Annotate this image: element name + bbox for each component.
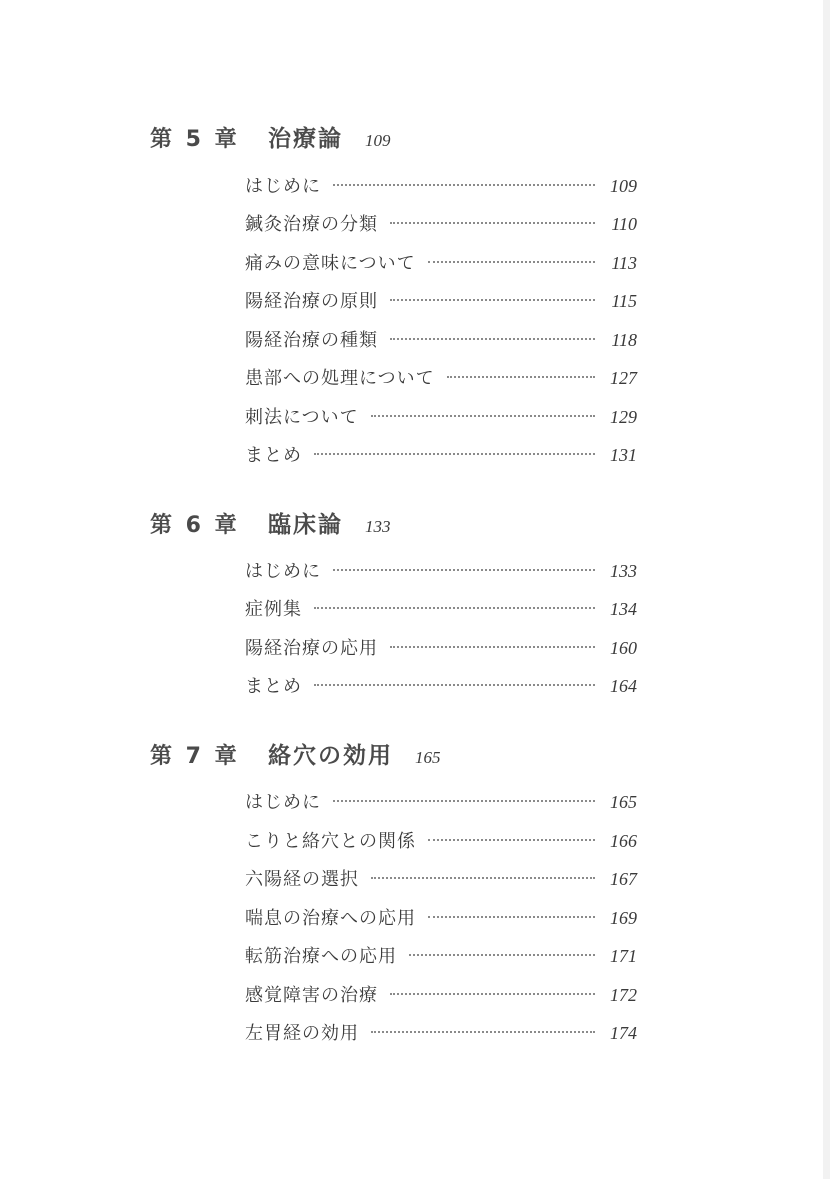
entry-label: 患部への処理について <box>245 368 435 389</box>
chapter-7-heading[interactable] <box>150 737 441 771</box>
entry-label: はじめに <box>245 561 321 582</box>
entry-label: まとめ <box>245 676 302 697</box>
page-edge-shadow <box>823 0 830 1179</box>
toc-entry[interactable] <box>245 672 637 698</box>
toc-entry[interactable] <box>245 1019 637 1045</box>
toc-entry[interactable] <box>245 942 637 968</box>
entry-label: 感覚障害の治療 <box>245 985 378 1006</box>
dot-leader <box>314 607 595 609</box>
entry-page: 131 <box>610 445 637 465</box>
entry-page: 167 <box>610 869 637 889</box>
chapter-title: 臨床論 <box>268 512 343 538</box>
dot-leader <box>428 839 595 841</box>
toc-entry[interactable] <box>245 364 637 390</box>
dot-leader <box>390 299 595 301</box>
toc-entry[interactable] <box>245 865 637 891</box>
entry-label: 鍼灸治療の分類 <box>245 214 378 235</box>
toc-entry[interactable] <box>245 904 637 930</box>
chapter-number: 第 6 章 <box>150 513 240 538</box>
dot-leader <box>390 222 595 224</box>
entry-page: 115 <box>611 291 637 311</box>
chapter-page: 109 <box>365 131 391 150</box>
entry-page: 134 <box>610 599 637 619</box>
entry-label: 左胃経の効用 <box>245 1023 359 1044</box>
dot-leader <box>371 877 595 879</box>
toc-entry[interactable] <box>245 634 637 660</box>
entry-label: 喘息の治療への応用 <box>245 908 416 929</box>
toc-entry[interactable] <box>245 249 637 275</box>
entry-page: 172 <box>610 985 637 1005</box>
entry-page: 110 <box>611 214 637 234</box>
entry-label: 六陽経の選択 <box>245 869 359 890</box>
chapter-page: 133 <box>365 517 391 536</box>
dot-leader <box>333 800 595 802</box>
entry-page: 133 <box>610 561 637 581</box>
entry-label: 刺法について <box>245 407 359 428</box>
entry-label: はじめに <box>245 792 321 813</box>
entry-label: 陽経治療の種類 <box>245 330 378 351</box>
toc-entry[interactable] <box>245 210 637 236</box>
entry-label: 症例集 <box>245 599 302 620</box>
toc-entry[interactable] <box>245 557 637 583</box>
toc-entry[interactable] <box>245 788 637 814</box>
toc-entry[interactable] <box>245 287 637 313</box>
entry-page: 118 <box>611 330 637 350</box>
toc-entry[interactable] <box>245 326 637 352</box>
entry-page: 169 <box>610 908 637 928</box>
entry-page: 171 <box>610 946 637 966</box>
toc-entry[interactable] <box>245 981 637 1007</box>
dot-leader <box>409 954 595 956</box>
dot-leader <box>390 993 595 995</box>
entry-page: 129 <box>610 407 637 427</box>
entry-page: 174 <box>610 1023 637 1043</box>
toc-entry[interactable] <box>245 172 637 198</box>
entry-page: 160 <box>610 638 637 658</box>
dot-leader <box>314 453 595 455</box>
dot-leader <box>371 415 595 417</box>
dot-leader <box>428 261 595 263</box>
toc-entry[interactable] <box>245 595 637 621</box>
dot-leader <box>314 684 595 686</box>
chapter-number: 第 5 章 <box>150 127 240 152</box>
chapter-6-heading[interactable] <box>150 506 391 540</box>
entry-label: こりと絡穴との関係 <box>245 831 416 852</box>
chapter-title: 治療論 <box>268 126 343 152</box>
entry-label: 痛みの意味について <box>245 253 416 274</box>
dot-leader <box>428 916 595 918</box>
entry-page: 164 <box>610 676 637 696</box>
entry-page: 113 <box>611 253 637 273</box>
dot-leader <box>447 376 595 378</box>
entry-label: はじめに <box>245 176 321 197</box>
entry-label: 転筋治療への応用 <box>245 946 397 967</box>
dot-leader <box>390 338 595 340</box>
dot-leader <box>333 569 595 571</box>
chapter-5-heading[interactable] <box>150 120 391 154</box>
chapter-page: 165 <box>415 748 441 767</box>
entry-label: 陽経治療の応用 <box>245 638 378 659</box>
dot-leader <box>333 184 595 186</box>
entry-label: 陽経治療の原則 <box>245 291 378 312</box>
entry-page: 109 <box>610 176 637 196</box>
toc-entry[interactable] <box>245 441 637 467</box>
entry-page: 127 <box>610 368 637 388</box>
dot-leader <box>390 646 595 648</box>
chapter-title: 絡穴の効用 <box>268 743 393 769</box>
entry-label: まとめ <box>245 445 302 466</box>
chapter-number: 第 7 章 <box>150 744 240 769</box>
toc-entry[interactable] <box>245 827 637 853</box>
dot-leader <box>371 1031 595 1033</box>
entry-page: 165 <box>610 792 637 812</box>
toc-entry[interactable] <box>245 403 637 429</box>
entry-page: 166 <box>610 831 637 851</box>
